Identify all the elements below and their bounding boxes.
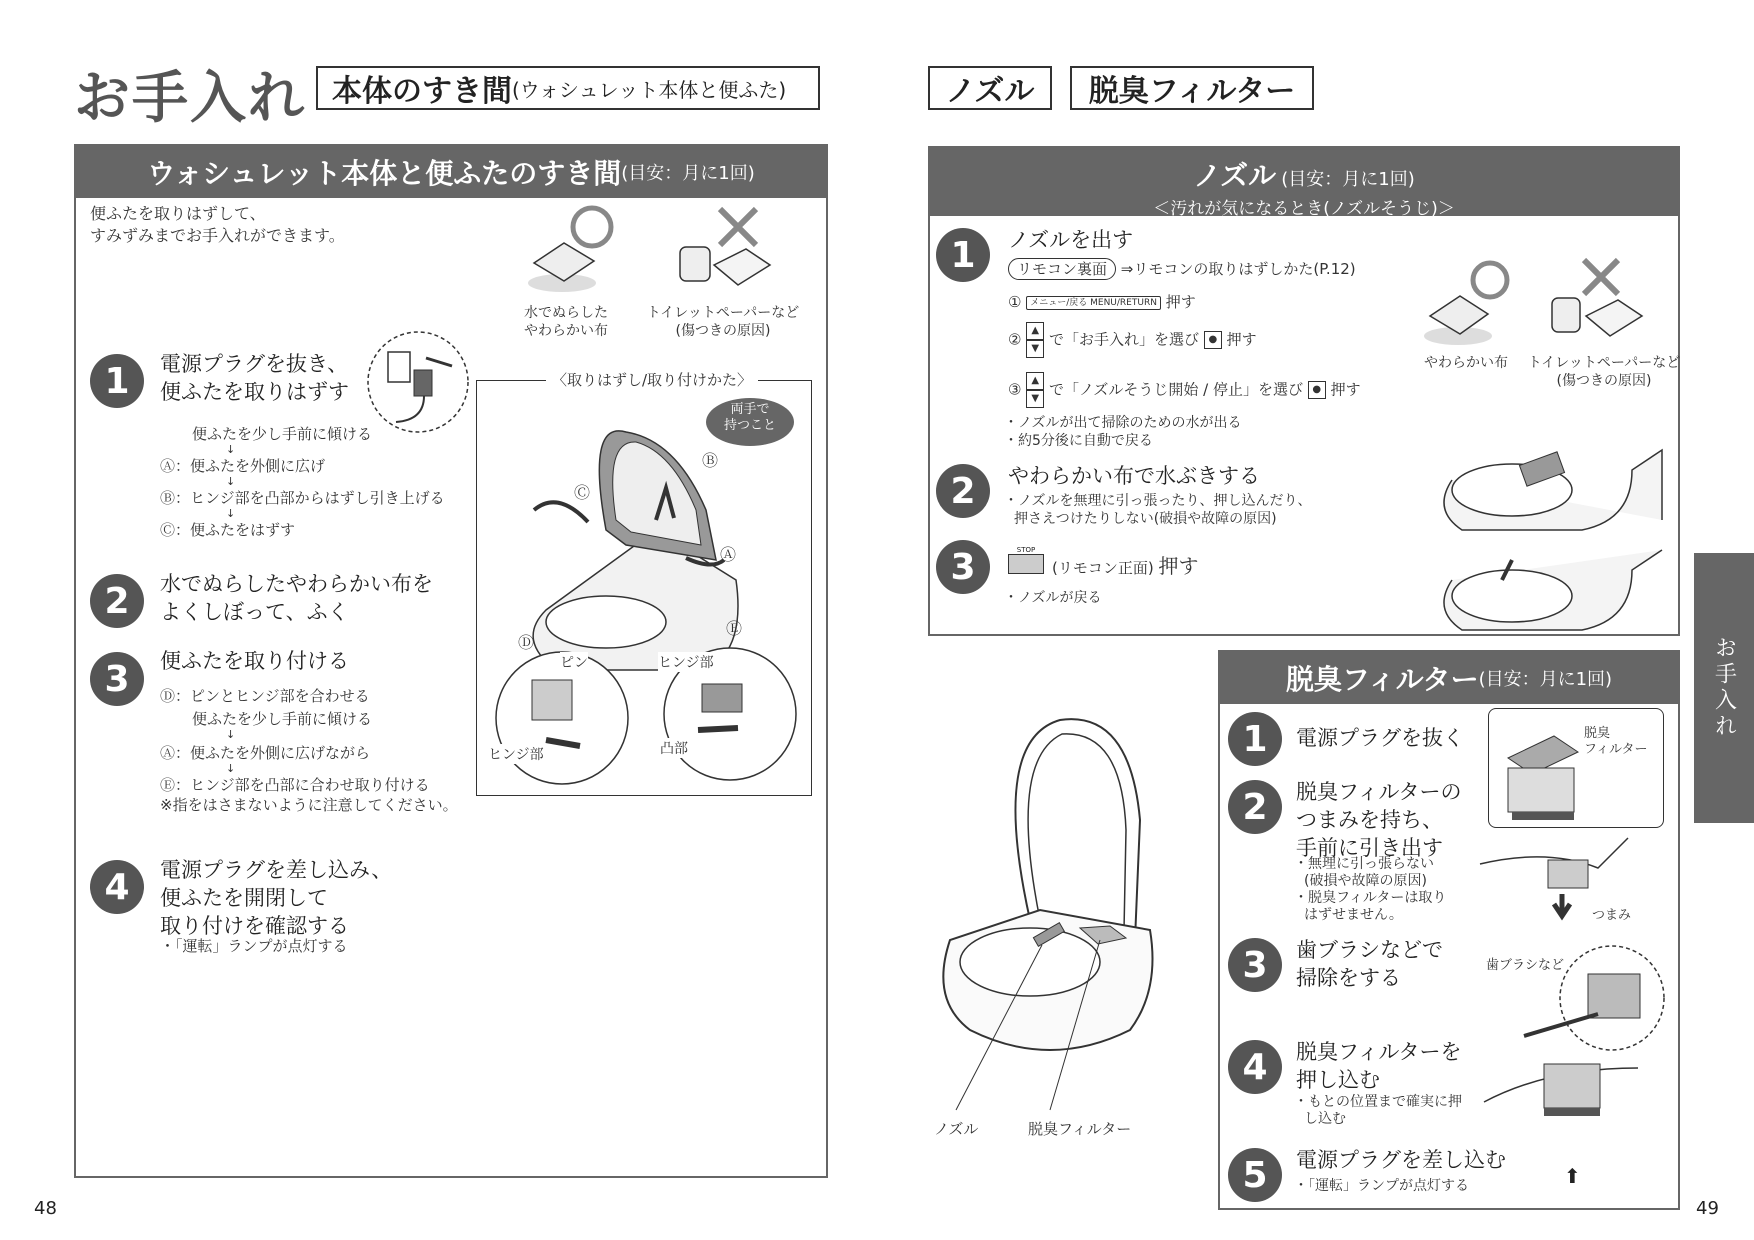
step3-sub-e: Ⓔ：ヒンジ部を凸部に合わせ取り付ける [160,776,430,794]
up-down-buttons [1026,322,1044,358]
filter-label-2: フィルター [1584,742,1648,757]
enter-button-icon: ● [1308,381,1326,399]
left-tag-main: 本体のすき間 [332,74,512,109]
nozzle-ng-caption [1526,354,1682,390]
knob-label: つまみ [1592,908,1632,923]
toilet-paper-icon [680,247,710,281]
line2-num: ② [1008,330,1022,349]
filter-step-5-note: ・「運転」ランプが点灯する [1294,1178,1469,1194]
filter-panel-title: 脱臭フィルター [1285,663,1479,696]
nozzle-step-2-note-2: 押さえつけたりしない(破損や故障の原因) [1014,511,1277,527]
filter-body-icon [1508,768,1574,812]
step3-sub-d: Ⓓ：ピンとヒンジ部を合わせる [160,687,370,705]
seat-lid-diagram [476,380,810,794]
down-arrow-button-icon: ▼ [1026,340,1044,358]
step1-sub-1: 便ふたを少し手前に傾ける [192,425,373,443]
filter-knob-icon [1548,860,1588,888]
label-convex: 凸部 [660,738,688,758]
circle-ok-icon [573,208,611,246]
ok-caption-1: 水でぬらした [524,305,608,321]
label-hinge-left: ヒンジ部 [488,744,544,764]
nozzle-paper-ng [1548,256,1652,352]
nozzle-panel-freq: (目安：月に1回) [1281,169,1415,190]
nozzle-ng-caption-2: (傷つきの原因) [1556,373,1652,389]
filter-push-icon [1544,1064,1600,1108]
step1-sub-arrow-1: ↓ [226,443,236,456]
page-number-right: 49 [1696,1198,1719,1219]
push-label: 押す [1158,554,1199,578]
nozzle-ng-caption-1: トイレットペーパーなど [1527,355,1681,371]
filter-step-3-line1: 歯ブラシなどで [1296,938,1443,962]
left-step-1-subs [160,424,445,540]
step-number-3: 3 [90,652,144,706]
step3-sub-tilt: 便ふたを少し手前に傾ける [192,710,373,728]
label-a: Ⓐ [720,545,737,564]
filter-step-number-4: 4 [1228,1040,1282,1094]
label-d: Ⓓ [518,633,535,652]
line2-text: で「お手入れ」を選び [1049,330,1200,349]
step3-sub-a: Ⓐ：便ふたを外側に広げながら [160,744,371,762]
step-number-4: 4 [90,860,144,914]
line1-num: ① [1008,293,1022,311]
filter-step-1-title: 電源プラグを抜く [1296,726,1464,750]
circle-ok-icon [1473,263,1507,297]
cloth-icon [1430,296,1488,334]
right-tag-filter [1070,66,1314,110]
nozzle-panel-header [930,148,1678,219]
cross-ng-icon [1584,260,1618,294]
filter-step-number-5: 5 [1228,1148,1282,1202]
ok-caption [506,304,626,340]
filter-step-4-line2: 押し込む [1296,1068,1380,1092]
filter-step-3-line2: 掃除をする [1296,966,1401,990]
brush-label: 歯ブラシなど [1486,958,1565,973]
left-step-2-line2: よくしぼって、ふく [160,600,349,624]
down-arrow-button-icon: ▼ [1026,390,1044,408]
step1-sub-arrow-3: ↓ [226,507,236,520]
label-b: Ⓑ [702,451,719,470]
nozzle-step-number-1: 1 [936,228,990,282]
label-c: Ⓒ [574,483,591,502]
nozzle-step-3-text [1052,556,1199,578]
page-title: お手入れ [74,66,306,131]
push-up-arrow-icon: ⬆ [1564,1164,1581,1188]
intro-line-1: 便ふたを取りはずして、 [90,204,266,223]
step-number-1: 1 [90,354,144,408]
line3-text: で「ノズルそうじ開始 / 停止」を選び [1049,380,1304,399]
remote-front: (リモコン正面) [1052,559,1154,577]
filter-step-4-line1: 脱臭フィルターを [1296,1040,1462,1064]
step3-sub-arrow-1: ↓ [226,728,236,741]
cloth-icon [534,243,594,281]
filter-label-1: 脱臭 [1584,726,1611,741]
nozzle-step-3-note: ・ノズルが戻る [1004,590,1102,606]
filter-step-4-note-1: ・もとの位置まで確実に押 [1294,1094,1462,1110]
left-step-4-title [160,856,392,940]
nozzle-panel-title: ノズル [1193,159,1277,192]
left-panel-freq: (目安：月に1回) [621,163,755,184]
left-panel-title: ウォシュレット本体と便ふたのすき間 [147,157,622,190]
right-tag-filter-label: 脱臭フィルター [1088,74,1296,109]
right-tag-nozzle [928,66,1052,110]
left-step-1-line2: 便ふたを取りはずす [160,380,349,404]
plug-icon [414,370,432,396]
nozzle-step-1-remote [1008,258,1356,280]
nozzle-step-number-2: 2 [936,464,990,518]
left-step-2-line1: 水でぬらしたやわらかい布を [160,572,433,596]
nozzle-step-2-title: やわらかい布で水ぶきする [1008,464,1260,488]
up-arrow-button-icon: ▲ [1026,372,1044,390]
two-hands-note [706,402,794,434]
up-down-buttons-2 [1026,372,1044,408]
filter-step-4-notes [1294,1094,1462,1128]
plug-illustration [366,330,470,434]
nozzle-step-2-note-1: ・ノズルを無理に引っ張ったり、押し込んだり、 [1004,493,1312,509]
step3-sub-arrow-2: ↓ [226,762,236,775]
nozzle-step-number-3: 3 [936,540,990,594]
nozzle-step-1-notes [1004,414,1241,450]
nozzle-note-2: ・約5分後に自動で戻る [1004,433,1153,449]
left-intro [90,203,345,247]
nozzle-step-1-line2 [1008,322,1257,358]
arrow-e-icon [698,728,738,730]
cloth-ok-illustration [520,205,630,300]
page-number-left: 48 [34,1198,57,1219]
toilet-illustration [930,700,1170,1120]
toilet-paper-icon [1552,298,1580,332]
left-panel-header [76,146,826,198]
step1-sub-arrow-2: ↓ [226,475,236,488]
filter-step-4-note-2: し込む [1304,1111,1346,1127]
menu-return-button: メニュー/戻る MENU/RETURN [1026,296,1161,310]
line1-text: 押す [1165,293,1196,311]
nozzle-step-1-line3 [1008,372,1361,408]
paper-ng-illustration [672,205,782,300]
label-pin: ピン [560,652,588,672]
nozzle-step-1-line1 [1008,292,1196,312]
filter-step-2-note-4: はずせません。 [1304,907,1403,923]
arrow-down-icon [1554,894,1570,916]
left-step-3-title: 便ふたを取り付ける [160,649,349,673]
enter-button-icon: ● [1204,331,1222,349]
left-step-4-line3: 取り付けを確認する [160,914,349,938]
step1-sub-c: Ⓒ：便ふたをはずす [160,521,296,539]
nozzle-step-2-notes [1004,492,1311,528]
nozzle-toilet-images [1432,420,1666,630]
cross-ng-icon [720,209,756,245]
filter-step-number-3: 3 [1228,938,1282,992]
ng-caption-1: トイレットペーパーなど [646,305,800,321]
filter-step-2-notes [1294,856,1446,924]
filter-panel-freq: (目安：月に1回) [1478,669,1613,690]
filter-step-3-title [1296,936,1443,992]
filter-panel-header [1220,652,1678,704]
filter-step-number-2: 2 [1228,780,1282,834]
outlet-icon [388,352,410,382]
left-tag-sub: (ウォシュレット本体と便ふた) [512,77,787,102]
filter-step-5-title: 電源プラグを差し込む [1296,1148,1506,1172]
line3-end: 押す [1330,380,1361,399]
remote-ref: ⇒リモコンの取りはずしかた(P.12) [1120,260,1356,278]
filter-step-2-note-2: (破損や故障の原因) [1304,873,1427,889]
ng-caption [638,304,808,340]
filter-step-4-title [1296,1038,1461,1094]
stop-button-label: STOP [1016,546,1036,554]
nozzle-ok-caption: やわらかい布 [1424,355,1508,371]
left-step-4-line1: 電源プラグを差し込み、 [160,858,393,882]
pull-arrow-icon [426,358,452,366]
nozzle-cloth-ok [1420,256,1520,352]
two-hands-line-1: 両手で [730,402,770,417]
ok-caption-2: やわらかい布 [524,323,608,339]
left-step-1-title [160,350,349,406]
filter-illustrations [1488,708,1662,1128]
left-step-1-line1: 電源プラグを抜き、 [160,352,349,376]
filter-step-number-1: 1 [1228,712,1282,766]
diagram-title: 〈取りはずし/取り付けかた〉 [546,369,758,390]
right-tag-nozzle-label: ノズル [945,74,1035,109]
filter-step-2-line3: 手前に引き出す [1296,836,1443,860]
up-arrow-button-icon: ▲ [1026,322,1044,340]
remote-back-pill: リモコン裏面 [1008,258,1116,280]
step3-sub-caution: ※指をはさまないように注意してください。 [160,796,458,814]
left-section-tag [316,66,820,110]
toilet-label-nozzle: ノズル [934,1120,979,1138]
nozzle-note-1: ・ノズルが出て掃除のための水が出る [1004,415,1242,431]
ng-caption-2: (傷つきの原因) [675,323,771,339]
filter-step-2-line1: 脱臭フィルターの [1296,780,1462,804]
arrow-c-icon [534,502,588,522]
left-step-2-title [160,570,433,626]
label-hinge-right: ヒンジ部 [658,652,714,672]
step1-sub-b: Ⓑ：ヒンジ部を凸部からはずし引き上げる [160,489,445,507]
filter-step-2-note-1: ・無理に引っ張らない [1294,856,1434,872]
stop-button-icon [1008,546,1044,580]
line2-end: 押す [1226,330,1257,349]
filter-step-2-line2: つまみを持ち、 [1296,808,1443,832]
intro-line-2: すみずみまでお手入れができます。 [90,226,345,245]
left-step-3-subs [160,686,458,815]
filter-step-2-note-3: ・脱臭フィルターは取り [1294,890,1447,906]
side-tab: お手入れ [1694,553,1754,823]
line3-num: ③ [1008,380,1022,399]
step1-sub-a: Ⓐ：便ふたを外側に広げ [160,457,326,475]
label-e: Ⓔ [726,619,743,638]
filter-step-2-title [1296,778,1461,862]
nozzle-panel-subtitle: ＜汚れが気になるとき(ノズルそうじ)＞ [1153,199,1455,219]
two-hands-line-2: 持つこと [723,418,776,433]
nozzle-step-1-title: ノズルを出す [1008,228,1134,252]
toilet-lid-icon [1015,719,1140,940]
toilet-label-filter: 脱臭フィルター [1028,1120,1132,1138]
filter-label [1584,726,1647,758]
left-step-4-note: ・「運転」ランプが点灯する [160,937,348,955]
left-step-4-line2: 便ふたを開閉して [160,886,328,910]
step-number-2: 2 [90,574,144,628]
